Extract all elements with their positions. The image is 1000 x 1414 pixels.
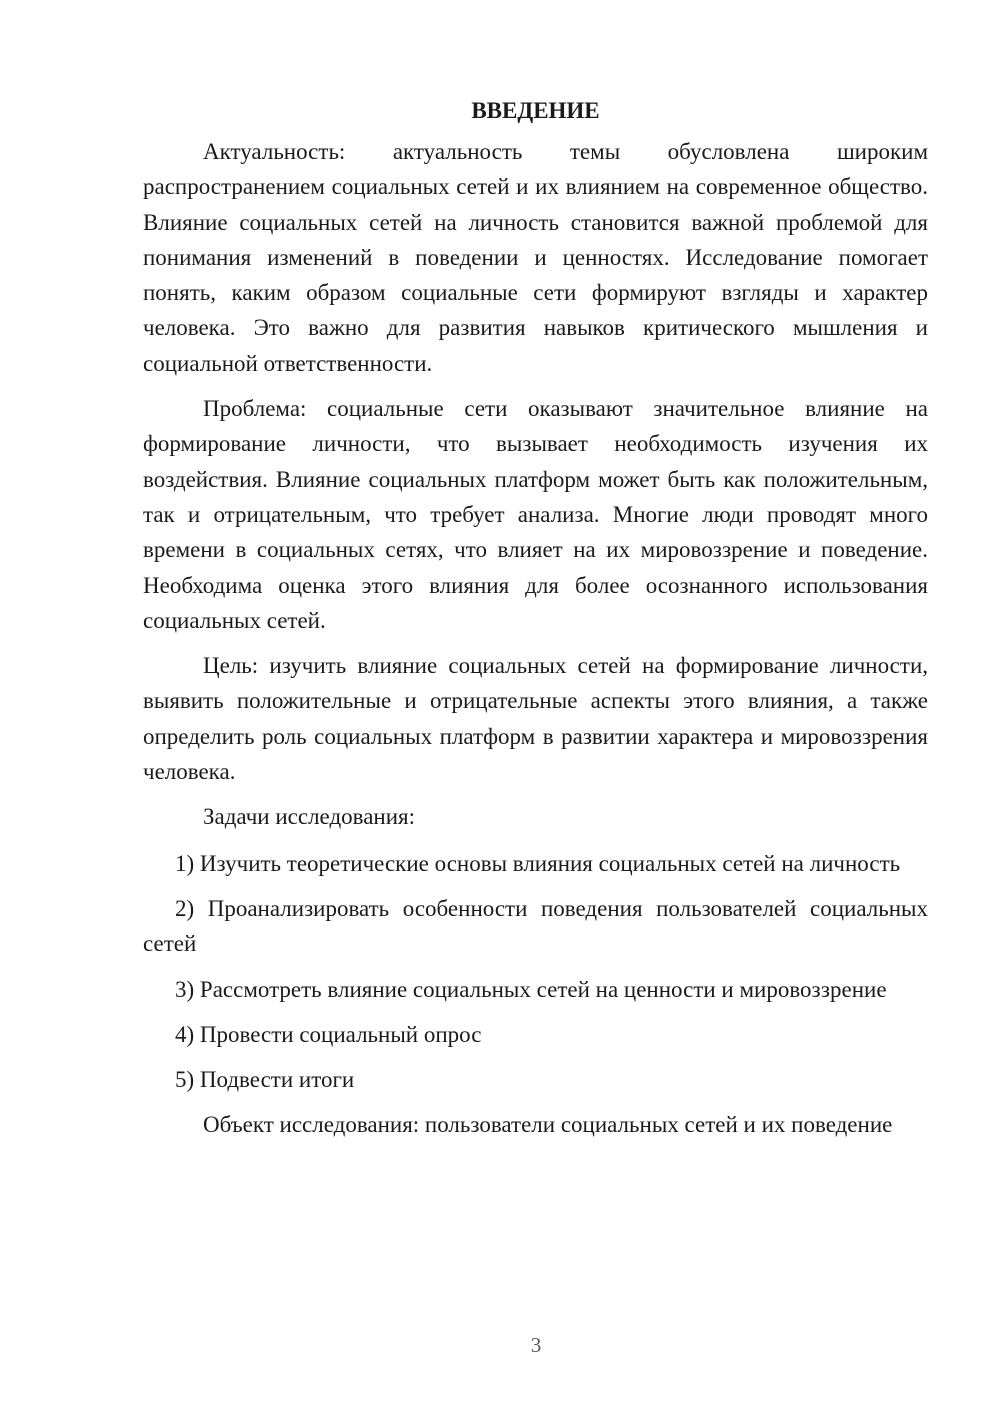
- task-item: 3) Рассмотреть влияние социальных сетей на ценности и мировоззрение: [175, 976, 887, 1002]
- section-heading: ВВЕДЕНИЕ: [471, 98, 600, 123]
- paragraph-problem: Проблема: социальные сети оказывают значительное влияние на формирование личности, что вызывает необходимость изучения их воздействия. Влияние социальных платформ может быть как положительным, так и отрицательным, что требует анализа. Многие люди проводят много времени в социальных сетях, что влияет на их мировоззрение и поведение. Необходима оценка этого влияния для более осознанного использования социальных сетей.: [143, 396, 928, 633]
- task-item: 2) Проанализировать особенности поведения пользователей социальных сетей: [143, 895, 928, 957]
- paragraph-object: Объект исследования: пользователи социальных сетей и их поведение: [203, 1112, 893, 1138]
- task-item: 1) Изучить теоретические основы влияния социальных сетей на личность: [175, 850, 901, 876]
- tasks-heading: Задачи исследования:: [203, 804, 416, 830]
- page-number: 3: [530, 1333, 542, 1357]
- task-item: 4) Провести социальный опрос: [175, 1021, 482, 1047]
- paragraph-goal: Цель: изучить влияние социальных сетей на формирование личности, выявить положительные и отрицательные аспекты этого влияния, а также определить роль социальных платформ в развитии характера и мировоззрения человека.: [143, 653, 928, 785]
- page-body: [143, 93, 928, 1143]
- task-item: 5) Подвести итоги: [175, 1067, 355, 1093]
- tasks-list: [143, 846, 928, 1098]
- paragraph-relevance: Актуальность: актуальность темы обусловлена широким распространением социальных сетей и их влиянием на современное общество. Влияние социальных сетей на личность становится важной проблемой для понимания изменений в поведении и ценностях. Исследование помогает понять, каким образом социальные сети формируют взгляды и характер человека. Это важно для развития навыков критического мышления и социальной ответственности.: [143, 139, 928, 376]
